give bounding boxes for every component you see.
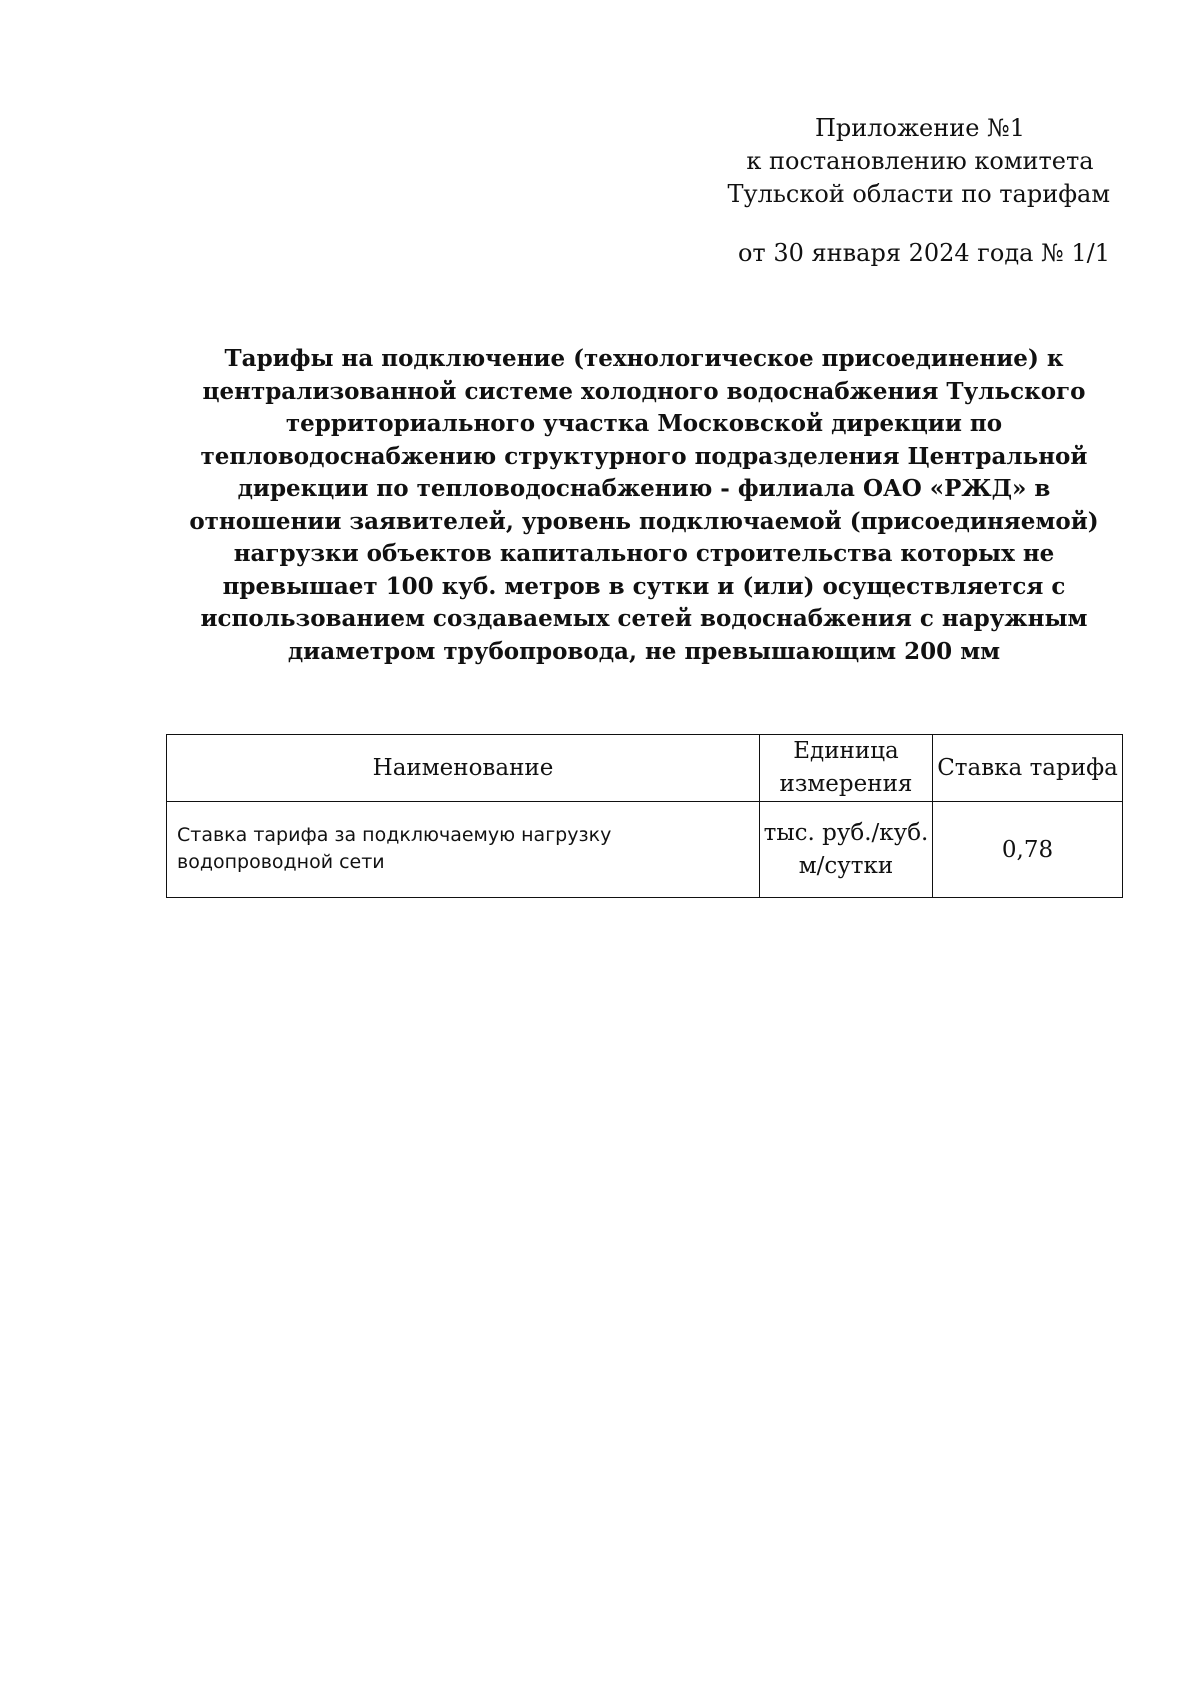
tariff-table [166,734,1123,898]
row-rate: 0,78 [933,802,1123,898]
document-title: Тарифы на подключение (технологическое присоединение) к централизованной системе холодного водоснабжения Тульского территориального участка Московской дирекции по тепловодоснабжению структурного подразделения Центральной дирекции по тепловодоснабжению - филиала ОАО «РЖД» в отношении заявителей, уровень подключаемой (присоединяемой) нагрузки объектов капитального строительства которых не превышает 100 куб. метров в сутки и (или) осуществляется с использованием создаваемых сетей водоснабжения с наружным диаметром трубопровода, не превышающим 200 мм [189,345,1099,665]
row-unit: тыс. руб./куб. м/сутки [760,802,933,898]
appendix-date: от 30 января 2024 года № 1/1 [737,239,1110,267]
table-row [167,802,1123,898]
appendix-committee: Тульской области по тарифам [727,180,1110,208]
row-name: Ставка тарифа за подключаемую нагрузку водопроводной сети [167,802,760,898]
appendix-reference: к постановлению комитета [746,147,1094,175]
header-rate: Ставка тарифа [933,735,1123,802]
header-unit: Единица измерения [760,735,933,802]
header-name: Наименование [167,735,760,802]
table-header-row [167,735,1123,802]
appendix-block [650,112,1110,270]
appendix-number: Приложение №1 [814,114,1026,142]
